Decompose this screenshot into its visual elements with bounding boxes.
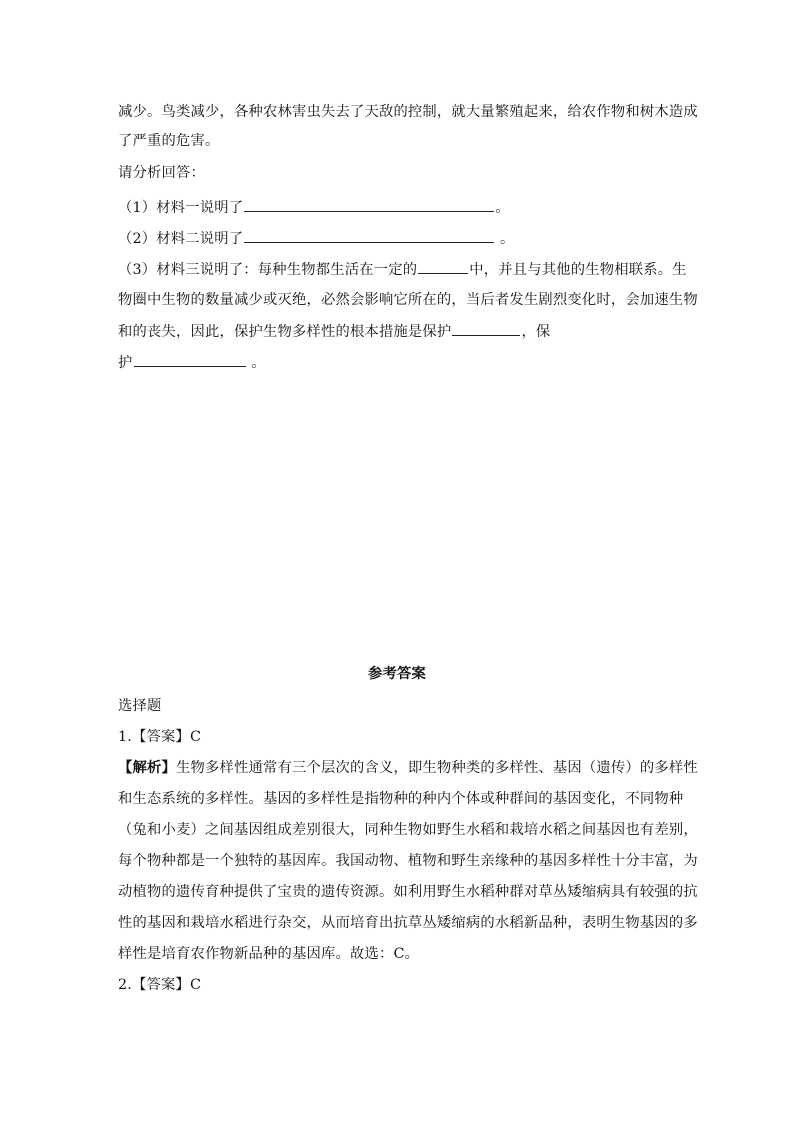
analysis-tag: 【解析】: [118, 760, 176, 776]
answer-1-label: 1.【答案】C: [118, 729, 202, 745]
analysis-line: 性的基因和栽培水稻进行杂交，从而培育出抗草丛矮缩病的水稻新品种，表明生物基因的多: [118, 915, 698, 931]
answers-title: 参考答案: [368, 666, 426, 682]
question-3-line: 护 。: [118, 352, 678, 373]
analysis-line: 【解析】生物多样性通常有三个层次的含义，即生物种类的多样性、基因（遗传）的多样性: [118, 760, 698, 776]
question-1-text: （1）材料一说明了: [118, 200, 244, 216]
analysis-prompt: 请分析回答：: [118, 165, 205, 181]
question-3-line: 物圈中生物的数量减少或灭绝，必然会影响它所在的，当后者发生剧烈变化时，会加速生物: [118, 292, 698, 308]
answer-blank[interactable]: [418, 259, 468, 274]
question-3-text: （3）材料三说明了：每种生物都生活在一定的: [118, 262, 418, 278]
analysis-line: 动植物的遗传育种提供了宝贵的遗传资源。如利用野生水稻种群对草丛矮缩病具有较强的抗: [118, 884, 698, 900]
analysis-line: （兔和小麦）之间基因组成差别很大，同种生物如野生水稻和栽培水稻之间基因也有差别，: [118, 822, 698, 838]
answer-blank[interactable]: [244, 228, 494, 243]
answer-blank[interactable]: [134, 352, 246, 367]
analysis-line: 样性是培育农作物新品种的基因库。故选：C。: [118, 946, 420, 962]
answer-2-label: 2.【答案】C: [118, 977, 202, 993]
section-heading: 选择题: [118, 698, 162, 714]
question-2: （2）材料二说明了 。: [118, 228, 678, 249]
question-3-line: 和的丧失，因此，保护生物多样性的根本措施是保护 ，保: [118, 321, 678, 342]
text-line: 了严重的危害。: [118, 133, 220, 149]
question-3: （3）材料三说明了：每种生物都生活在一定的 中，并且与其他的生物相联系。生: [118, 259, 678, 280]
analysis-line: 每个物种都是一个独特的基因库。我国动物、植物和野生亲缘种的基因多样性十分丰富，为: [118, 853, 698, 869]
answer-blank[interactable]: [452, 321, 520, 336]
analysis-line: 和生态系统的多样性。基因的多样性是指物种的种内个体或种群间的基因变化，不同物种: [118, 791, 684, 807]
question-2-text: （2）材料二说明了: [118, 231, 244, 247]
question-1: （1）材料一说明了 。: [118, 197, 678, 218]
answer-blank[interactable]: [244, 197, 494, 212]
text-line: 减少。鸟类减少，各种农林害虫失去了天敌的控制，就大量繁殖起来，给农作物和树木造成: [118, 104, 698, 120]
